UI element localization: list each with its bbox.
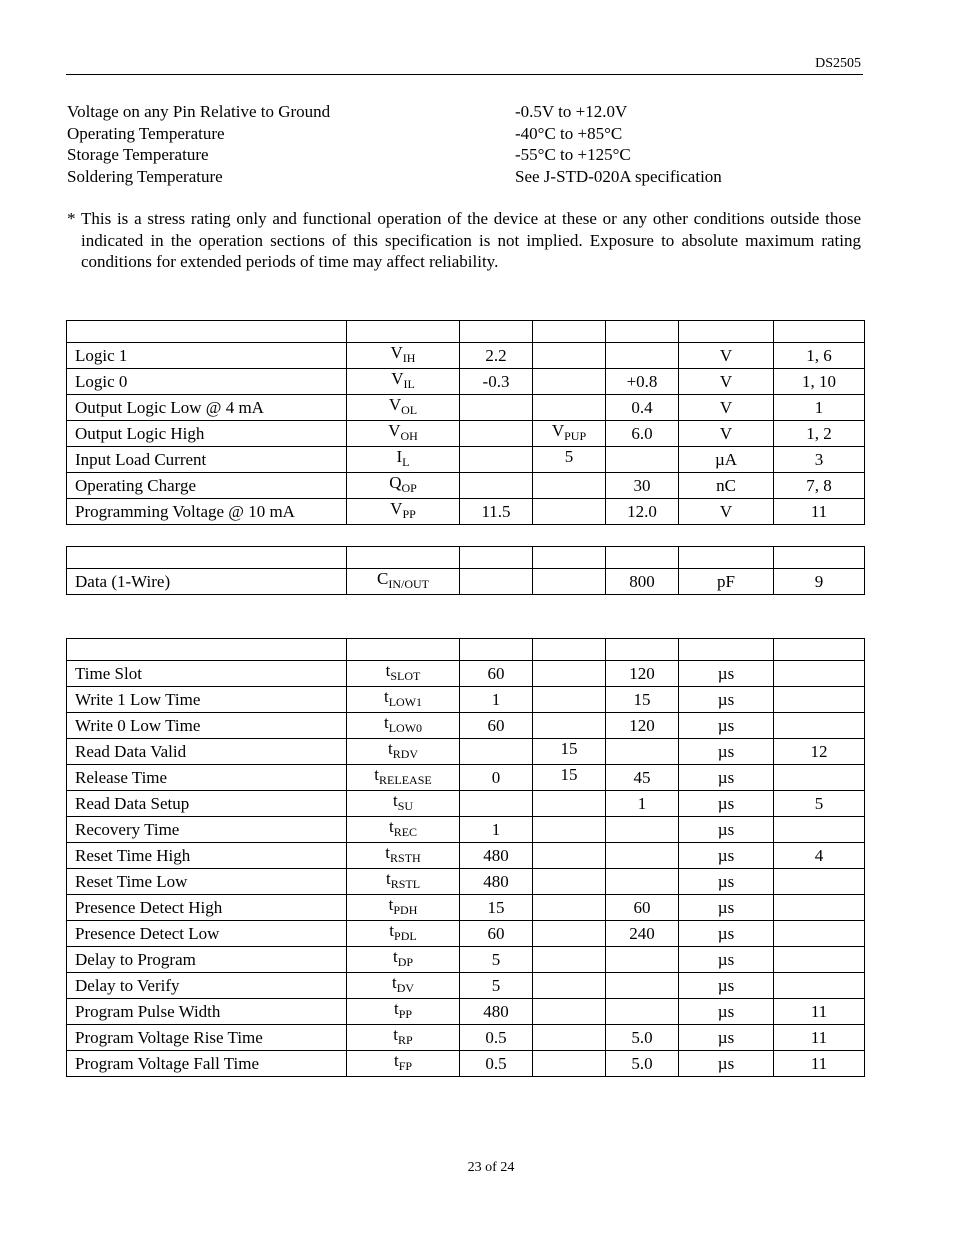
- max-cell: [606, 999, 679, 1025]
- typ-cell: [533, 739, 606, 765]
- notes-cell: [774, 973, 865, 999]
- min-cell: 60: [460, 661, 533, 687]
- table-row: [67, 791, 865, 817]
- notes-cell: [774, 687, 865, 713]
- symbol-cell-main: V: [390, 343, 403, 362]
- units-cell: µs: [679, 843, 774, 869]
- symbol-cell: [347, 973, 460, 999]
- table-row: [67, 499, 865, 525]
- symbol-cell: [347, 395, 460, 421]
- table-row: [67, 739, 865, 765]
- parameter-cell: Input Load Current: [67, 447, 347, 473]
- notes-cell: 9: [774, 569, 865, 595]
- symbol-cell: [347, 921, 460, 947]
- max-cell: +0.8: [606, 369, 679, 395]
- typ-cell-main: 15: [560, 765, 578, 784]
- symbol-cell: [347, 369, 460, 395]
- table-row: [67, 765, 865, 791]
- rating-label: Soldering Temperature: [67, 166, 223, 186]
- symbol-cell: [347, 687, 460, 713]
- parameter-cell: Time Slot: [67, 661, 347, 687]
- symbol-cell-main: C: [376, 569, 389, 588]
- notes-cell: 11: [774, 499, 865, 525]
- max-cell: [606, 739, 679, 765]
- typ-cell-subscript: PUP: [564, 429, 587, 443]
- units-cell: µs: [679, 869, 774, 895]
- notes-cell: 12: [774, 739, 865, 765]
- parameter-cell: Output Logic High: [67, 421, 347, 447]
- symbol-cell-main: t: [383, 713, 389, 732]
- header-cell: [533, 321, 606, 343]
- notes-cell: 4: [774, 843, 865, 869]
- parameter-cell: Program Pulse Width: [67, 999, 347, 1025]
- symbol-cell-subscript: PP: [402, 507, 416, 521]
- min-cell: 5: [460, 973, 533, 999]
- symbol-cell: [347, 869, 460, 895]
- symbol-cell-main: t: [392, 791, 398, 810]
- symbol-cell-subscript: LOW1: [388, 695, 423, 709]
- rating-row: [67, 144, 863, 166]
- table-row: [67, 447, 865, 473]
- min-cell: [460, 791, 533, 817]
- typ-cell: [533, 713, 606, 739]
- symbol-cell-main: t: [393, 999, 399, 1018]
- min-cell: 2.2: [460, 343, 533, 369]
- notes-cell: 5: [774, 791, 865, 817]
- units-cell: µs: [679, 713, 774, 739]
- page-number: 23 of 24: [467, 1160, 515, 1175]
- notes-cell: 7, 8: [774, 473, 865, 499]
- header-cell: [533, 547, 606, 569]
- max-cell: 60: [606, 895, 679, 921]
- absolute-ratings-list: [67, 101, 863, 187]
- symbol-cell-subscript: LOW0: [388, 721, 423, 735]
- parameter-cell: Recovery Time: [67, 817, 347, 843]
- typ-cell: [533, 947, 606, 973]
- units-cell: nC: [679, 473, 774, 499]
- parameter-cell: Program Voltage Fall Time: [67, 1051, 347, 1077]
- typ-cell: [533, 895, 606, 921]
- symbol-cell: [347, 499, 460, 525]
- min-cell: [460, 395, 533, 421]
- min-cell: 5: [460, 947, 533, 973]
- symbol-cell: [347, 765, 460, 791]
- symbol-cell: [347, 1025, 460, 1051]
- units-cell: µs: [679, 1051, 774, 1077]
- symbol-cell-subscript: OH: [400, 429, 418, 443]
- parameter-cell: Presence Detect High: [67, 895, 347, 921]
- units-cell: µs: [679, 661, 774, 687]
- symbol-cell-main: V: [391, 369, 404, 388]
- max-cell: 15: [606, 687, 679, 713]
- table-row: [67, 687, 865, 713]
- parameter-cell: Operating Charge: [67, 473, 347, 499]
- notes-cell: 11: [774, 1051, 865, 1077]
- notes-cell: [774, 713, 865, 739]
- typ-cell-main: 5: [564, 447, 574, 466]
- max-cell: 5.0: [606, 1051, 679, 1077]
- symbol-cell-subscript: RDV: [392, 747, 419, 761]
- min-cell: [460, 569, 533, 595]
- symbol-cell: [347, 1051, 460, 1077]
- symbol-cell-subscript: SU: [397, 799, 414, 813]
- symbol-cell-subscript: RSTL: [390, 877, 421, 891]
- symbol-cell-main: t: [385, 869, 391, 888]
- table-row: [67, 473, 865, 499]
- table-row: [67, 569, 865, 595]
- table-row: [67, 395, 865, 421]
- units-cell: V: [679, 343, 774, 369]
- typ-cell: [533, 421, 606, 447]
- table-row: [67, 895, 865, 921]
- header-cell: [774, 639, 865, 661]
- parameter-cell: Logic 0: [67, 369, 347, 395]
- symbol-cell-subscript: IL: [403, 377, 415, 391]
- ac-electrical-table: [66, 638, 865, 1077]
- capacitance-table: [66, 546, 865, 595]
- min-cell: [460, 421, 533, 447]
- typ-cell-main: 15: [560, 739, 578, 758]
- max-cell: [606, 947, 679, 973]
- symbol-cell-main: t: [383, 687, 389, 706]
- parameter-cell: Delay to Verify: [67, 973, 347, 999]
- rating-value: -40°C to +85°C: [515, 123, 623, 143]
- min-cell: 0.5: [460, 1025, 533, 1051]
- max-cell: 240: [606, 921, 679, 947]
- min-cell: 60: [460, 713, 533, 739]
- parameter-cell: Write 1 Low Time: [67, 687, 347, 713]
- min-cell: 1: [460, 687, 533, 713]
- header-cell: [347, 547, 460, 569]
- max-cell: 800: [606, 569, 679, 595]
- header-cell: [460, 639, 533, 661]
- symbol-cell-main: t: [389, 921, 395, 940]
- symbol-cell: [347, 947, 460, 973]
- symbol-cell-main: V: [390, 499, 403, 518]
- notes-cell: 1: [774, 395, 865, 421]
- parameter-cell: Program Voltage Rise Time: [67, 1025, 347, 1051]
- units-cell: µs: [679, 895, 774, 921]
- symbol-cell-subscript: RELEASE: [379, 773, 432, 787]
- units-cell: µs: [679, 817, 774, 843]
- typ-cell: [533, 973, 606, 999]
- typ-cell: [533, 765, 606, 791]
- symbol-cell-main: t: [393, 1025, 399, 1044]
- notes-cell: [774, 947, 865, 973]
- max-cell: [606, 843, 679, 869]
- typ-cell: [533, 791, 606, 817]
- max-cell: 120: [606, 661, 679, 687]
- symbol-cell-main: t: [388, 895, 394, 914]
- table-row: [67, 343, 865, 369]
- max-cell: 45: [606, 765, 679, 791]
- min-cell: 11.5: [460, 499, 533, 525]
- dc-electrical-table: [66, 320, 865, 525]
- parameter-cell: Write 0 Low Time: [67, 713, 347, 739]
- symbol-cell-subscript: L: [402, 455, 410, 469]
- symbol-cell-subscript: PDH: [393, 903, 418, 917]
- symbol-cell-main: t: [385, 661, 391, 680]
- typ-cell: [533, 1051, 606, 1077]
- symbol-cell-subscript: RP: [398, 1033, 413, 1047]
- symbol-cell: [347, 473, 460, 499]
- units-cell: µs: [679, 1025, 774, 1051]
- symbol-cell: [347, 421, 460, 447]
- table-row: [67, 369, 865, 395]
- notes-cell: [774, 921, 865, 947]
- notes-cell: [774, 895, 865, 921]
- units-cell: µs: [679, 999, 774, 1025]
- stress-rating-note: * This is a stress rating only and functional operation of the device at these or any other conditions outside those indicated in the operation sections of this specification is not implied. Exposure to absolute maximum rating conditions for extended periods of time may affect reliability.: [67, 209, 861, 271]
- typ-cell: [533, 1025, 606, 1051]
- symbol-cell: [347, 895, 460, 921]
- header-cell: [67, 547, 347, 569]
- max-cell: [606, 343, 679, 369]
- header-cell: [606, 321, 679, 343]
- symbol-cell-main: t: [387, 739, 393, 758]
- typ-cell: [533, 395, 606, 421]
- symbol-cell: [347, 569, 460, 595]
- table-row: [67, 843, 865, 869]
- symbol-cell-main: t: [388, 817, 394, 836]
- symbol-cell-main: t: [393, 1051, 399, 1070]
- table-header-row: [67, 639, 865, 661]
- max-cell: 0.4: [606, 395, 679, 421]
- header-cell: [67, 321, 347, 343]
- max-cell: 120: [606, 713, 679, 739]
- table-row: [67, 947, 865, 973]
- header-cell: [679, 547, 774, 569]
- typ-cell: [533, 473, 606, 499]
- parameter-cell: Data (1-Wire): [67, 569, 347, 595]
- typ-cell: [533, 869, 606, 895]
- symbol-cell-main: t: [392, 947, 398, 966]
- symbol-cell-subscript: DP: [397, 955, 414, 969]
- typ-cell: [533, 447, 606, 473]
- symbol-cell-subscript: OP: [401, 481, 417, 495]
- symbol-cell-subscript: FP: [398, 1059, 413, 1073]
- table-row: [67, 817, 865, 843]
- parameter-cell: Reset Time High: [67, 843, 347, 869]
- symbol-cell: [347, 791, 460, 817]
- header-cell: [679, 321, 774, 343]
- units-cell: V: [679, 369, 774, 395]
- typ-cell: [533, 921, 606, 947]
- min-cell: 0.5: [460, 1051, 533, 1077]
- symbol-cell-main: I: [396, 447, 403, 466]
- table-row: [67, 661, 865, 687]
- header-cell: [606, 547, 679, 569]
- max-cell: [606, 447, 679, 473]
- min-cell: 480: [460, 869, 533, 895]
- rating-value: -0.5V to +12.0V: [515, 102, 628, 121]
- header-cell: [774, 547, 865, 569]
- symbol-cell-main: t: [391, 973, 397, 992]
- parameter-cell: Programming Voltage @ 10 mA: [67, 499, 347, 525]
- header-cell: [533, 639, 606, 661]
- min-cell: 1: [460, 817, 533, 843]
- max-cell: 5.0: [606, 1025, 679, 1051]
- symbol-cell-subscript: IN/OUT: [388, 577, 429, 591]
- notes-cell: 1, 6: [774, 343, 865, 369]
- min-cell: -0.3: [460, 369, 533, 395]
- units-cell: V: [679, 421, 774, 447]
- rating-row: [67, 101, 863, 123]
- max-cell: [606, 869, 679, 895]
- min-cell: 480: [460, 999, 533, 1025]
- header-cell: [67, 639, 347, 661]
- typ-cell: [533, 569, 606, 595]
- typ-cell: [533, 843, 606, 869]
- max-cell: 6.0: [606, 421, 679, 447]
- typ-cell: [533, 817, 606, 843]
- min-cell: [460, 447, 533, 473]
- parameter-cell: Read Data Setup: [67, 791, 347, 817]
- units-cell: V: [679, 395, 774, 421]
- rating-label: Storage Temperature: [67, 145, 209, 164]
- notes-cell: 3: [774, 447, 865, 473]
- table-row: [67, 1025, 865, 1051]
- notes-cell: 1, 2: [774, 421, 865, 447]
- units-cell: µs: [679, 765, 774, 791]
- symbol-cell: [347, 999, 460, 1025]
- notes-cell: [774, 817, 865, 843]
- symbol-cell-main: V: [388, 421, 401, 440]
- notes-cell: [774, 661, 865, 687]
- units-cell: µs: [679, 791, 774, 817]
- units-cell: µA: [679, 447, 774, 473]
- max-cell: [606, 817, 679, 843]
- symbol-cell-subscript: OL: [401, 403, 418, 417]
- symbol-cell: [347, 739, 460, 765]
- header-cell: [679, 639, 774, 661]
- parameter-cell: Read Data Valid: [67, 739, 347, 765]
- units-cell: µs: [679, 739, 774, 765]
- symbol-cell: [347, 661, 460, 687]
- min-cell: [460, 473, 533, 499]
- max-cell: 30: [606, 473, 679, 499]
- units-cell: V: [679, 499, 774, 525]
- symbol-cell-main: Q: [389, 473, 402, 492]
- parameter-cell: Logic 1: [67, 343, 347, 369]
- min-cell: 480: [460, 843, 533, 869]
- rating-label: Voltage on any Pin Relative to Ground: [67, 102, 331, 121]
- parameter-cell: Output Logic Low @ 4 mA: [67, 395, 347, 421]
- symbol-cell: [347, 343, 460, 369]
- header-divider: [66, 74, 863, 75]
- symbol-cell-subscript: REC: [393, 825, 418, 839]
- symbol-cell: [347, 447, 460, 473]
- parameter-cell: Delay to Program: [67, 947, 347, 973]
- table-row: [67, 999, 865, 1025]
- typ-cell: [533, 369, 606, 395]
- header-cell: [347, 639, 460, 661]
- parameter-cell: Presence Detect Low: [67, 921, 347, 947]
- symbol-cell: [347, 713, 460, 739]
- typ-cell: [533, 499, 606, 525]
- table-row: [67, 713, 865, 739]
- table-row: [67, 421, 865, 447]
- typ-cell: [533, 999, 606, 1025]
- symbol-cell-subscript: PP: [398, 1007, 413, 1021]
- min-cell: 15: [460, 895, 533, 921]
- table-row: [67, 1051, 865, 1077]
- symbol-cell-subscript: SLOT: [390, 669, 421, 683]
- symbol-cell-subscript: IH: [402, 351, 416, 365]
- notes-cell: 1, 10: [774, 369, 865, 395]
- min-cell: [460, 739, 533, 765]
- symbol-cell: [347, 817, 460, 843]
- parameter-cell: Reset Time Low: [67, 869, 347, 895]
- symbol-cell-subscript: RSTH: [390, 851, 421, 865]
- table-header-row: [67, 321, 865, 343]
- typ-cell: [533, 343, 606, 369]
- table-row: [67, 973, 865, 999]
- rating-row: [67, 166, 863, 188]
- header-cell: [606, 639, 679, 661]
- typ-cell: [533, 687, 606, 713]
- units-cell: µs: [679, 973, 774, 999]
- notes-cell: [774, 869, 865, 895]
- header-cell: [347, 321, 460, 343]
- units-cell: pF: [679, 569, 774, 595]
- symbol-cell: [347, 843, 460, 869]
- min-cell: 0: [460, 765, 533, 791]
- header-cell: [774, 321, 865, 343]
- typ-cell: [533, 661, 606, 687]
- parameter-cell: Release Time: [67, 765, 347, 791]
- max-cell: 12.0: [606, 499, 679, 525]
- table-header-row: [67, 547, 865, 569]
- header-cell: [460, 547, 533, 569]
- symbol-cell-main: t: [374, 765, 380, 784]
- notes-cell: [774, 765, 865, 791]
- rating-row: [67, 123, 863, 145]
- rating-value: -55°C to +125°C: [515, 145, 631, 164]
- units-cell: µs: [679, 687, 774, 713]
- symbol-cell-subscript: DV: [396, 981, 415, 995]
- min-cell: 60: [460, 921, 533, 947]
- notes-cell: 11: [774, 999, 865, 1025]
- table-row: [67, 921, 865, 947]
- max-cell: 1: [606, 791, 679, 817]
- rating-value: See J-STD-020A specification: [515, 166, 722, 186]
- symbol-cell-main: V: [388, 395, 402, 414]
- notes-cell: 11: [774, 1025, 865, 1051]
- max-cell: [606, 973, 679, 999]
- document-code: DS2505: [815, 56, 861, 71]
- table-row: [67, 869, 865, 895]
- units-cell: µs: [679, 921, 774, 947]
- symbol-cell-main: t: [385, 843, 391, 862]
- typ-cell-main: V: [551, 421, 565, 440]
- units-cell: µs: [679, 947, 774, 973]
- symbol-cell-subscript: PDL: [394, 929, 417, 943]
- rating-label: Operating Temperature: [67, 123, 225, 143]
- header-cell: [460, 321, 533, 343]
